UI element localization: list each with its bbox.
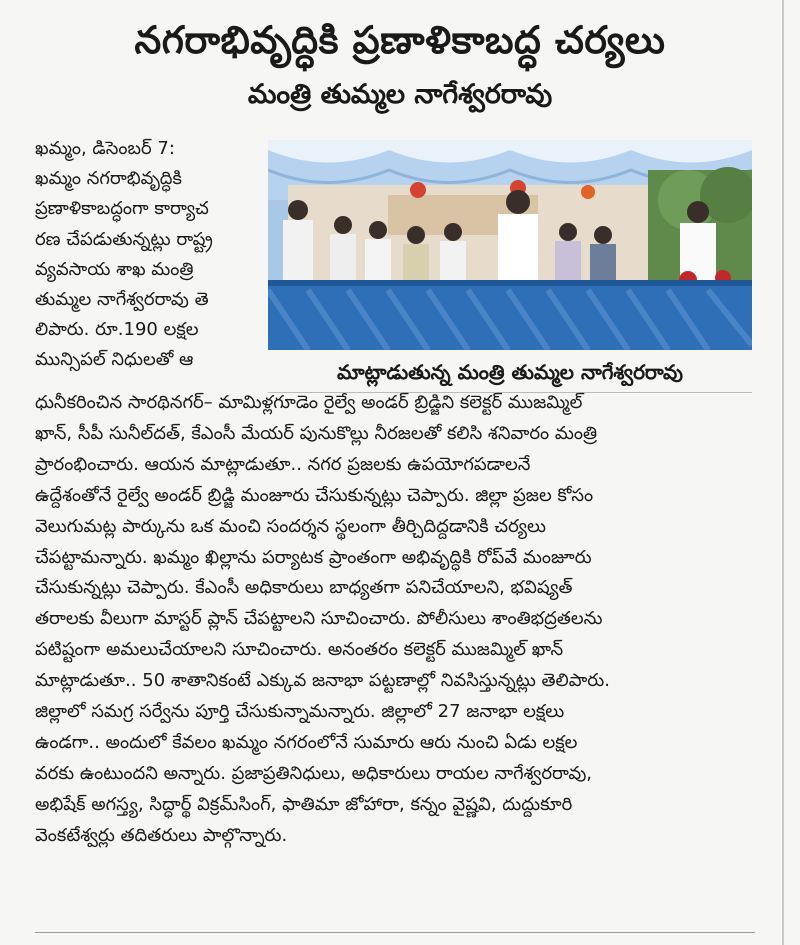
body-line: వరకు ఉంటుందని అన్నారు. ప్రజాప్రతినిధులు, అధికారులు రాయల నాగేశ్వరరావు, bbox=[35, 762, 593, 784]
bottom-divider bbox=[35, 932, 755, 933]
body-line: అభిషేక్ అగస్త్య, సిద్ధార్థ్ విక్రమ్‌సింగ్, ఫాతిమా జోహారా, కన్నం వైష్ణవి, దుద్దుకూరి bbox=[35, 793, 573, 815]
lead-line: తుమ్మల నాగేశ్వరరావు తె bbox=[35, 289, 209, 311]
body-line: వెంకటేశ్వర్లు తదితరులు పాల్గొన్నారు. bbox=[35, 824, 288, 846]
lead-column bbox=[35, 134, 263, 376]
body-line: మాట్లాడుతూ.. 50 శాతానికంటే ఎక్కువ జనాభా పట్టణాల్లో నివసిస్తున్నట్లు తెలిపారు. bbox=[35, 670, 610, 692]
stage-photo-illustration bbox=[268, 140, 752, 350]
lead-line: లిపారు. రూ.190 లక్షల bbox=[35, 319, 199, 341]
lead-line: వ్యవసాయ శాఖ మంత్రి bbox=[35, 258, 194, 280]
body-line: ఉద్దేశంతోనే రైల్వే అండర్ బ్రిడ్జి మంజూరు చేసుకున్నట్లు చెప్పారు. జిల్లా ప్రజల కోసం bbox=[35, 484, 594, 506]
lead-line: ప్రణాళికాబద్ధంగా కార్యాచ bbox=[35, 198, 209, 220]
body-line: చేసుకున్నట్లు చెప్పారు. కేఎంసీ అధికారులు బాధ్యతగా పనిచేయాలని, భవిష్యత్ bbox=[35, 577, 573, 599]
article-body bbox=[35, 388, 755, 852]
lead-line: ఖమ్మం నగరాభివృద్ధికి bbox=[35, 168, 182, 190]
body-line: జిల్లాలో సమగ్ర సర్వేను పూర్తి చేసుకున్నామన్నారు. జిల్లాలో 27 జనాభా లక్షలు bbox=[35, 701, 565, 723]
headline: నగరాభివృద్ధికి ప్రణాళికాబద్ధ చర్యలు bbox=[134, 18, 666, 62]
page-edge bbox=[782, 0, 784, 945]
news-photo bbox=[268, 140, 752, 350]
lead-line: రణ చేపడుతున్నట్లు రాష్ట్ర bbox=[35, 228, 213, 250]
lead-line: ఖమ్మం, డిసెంబర్ 7: bbox=[35, 138, 175, 159]
body-line: ఖాన్, సీపీ సునీల్‌దత్, కేఎంసీ మేయర్ పునుకొల్లు నీరజలతో కలిసి శనివారం మంత్రి bbox=[35, 422, 598, 444]
lead-line: మున్సిపల్ నిధులతో ఆ bbox=[35, 349, 194, 371]
body-line: పటిష్టంగా అమలుచేయాలని సూచించారు. అనంతరం కలెక్టర్ ముజమ్మిల్ ఖాన్ bbox=[35, 639, 564, 661]
body-line: వెలుగుమట్ల పార్కును ఒక మంచి సందర్శన స్థలంగా తీర్చిదిద్దడానికి చర్యలు bbox=[35, 515, 546, 537]
body-line: ఉండగా.. అందులో కేవలం ఖమ్మం నగరంలోనే సుమారు ఆరు నుంచి ఏడు లక్షల bbox=[35, 731, 578, 753]
body-line: తరాలకు వీలుగా మాస్టర్ ప్లాన్ చేపట్టాలని సూచించారు. పోలీసులు శాంతిభద్రతలను bbox=[35, 608, 603, 630]
body-line: చేపట్టామన్నారు. ఖమ్మం ఖిల్లాను పర్యాటక ప్రాంతంగా అభివృద్ధికి రోప్‌వే మంజూరు bbox=[35, 546, 592, 568]
body-line: ధునీకరించిన సారథినగర్– మామిళ్లగూడెం రైల్వే అండర్ బ్రిడ్జిని కలెక్టర్ ముజమ్మిల్ bbox=[35, 392, 583, 413]
subheadline: మంత్రి తుమ్మల నాగేశ్వరరావు bbox=[247, 79, 553, 110]
photo-caption: మాట్లాడుతున్న మంత్రి తుమ్మల నాగేశ్వరరావు bbox=[268, 352, 752, 393]
body-line: ప్రారంభించారు. ఆయన మాట్లాడుతూ.. నగర ప్రజలకు ఉపయోగపడాలనే bbox=[35, 453, 531, 475]
